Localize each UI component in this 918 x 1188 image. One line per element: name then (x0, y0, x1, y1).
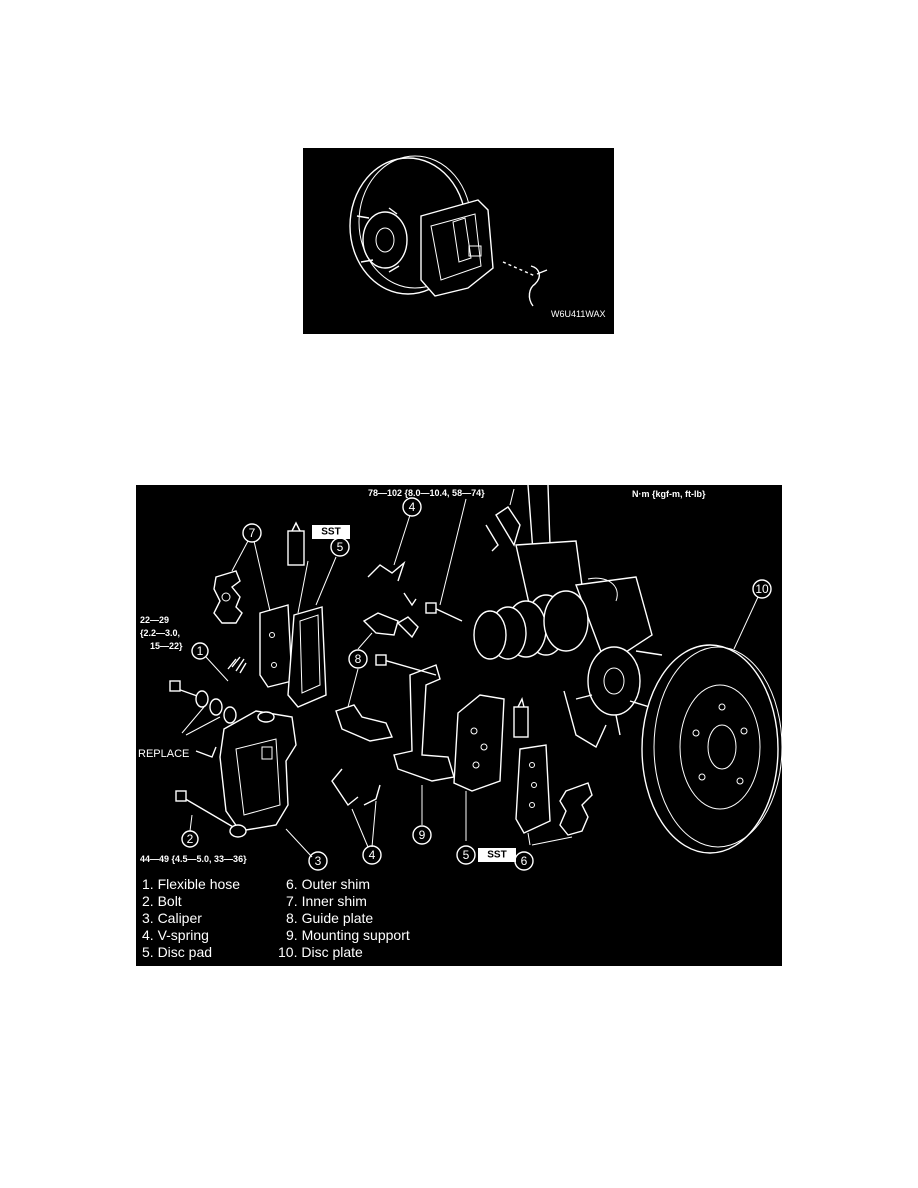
callout-6: 6 (520, 854, 528, 868)
caliper (220, 711, 296, 831)
callout-10: 10 (755, 582, 769, 596)
brake-caliper-illustration (303, 148, 614, 334)
torque-left-3: 15—22} (150, 641, 183, 651)
brake-caliper-figure (303, 148, 614, 334)
torque-label-top: 78—102 {8.0—10.4, 58—74} (368, 488, 485, 498)
replace-label: REPLACE (138, 748, 190, 760)
svg-text:SST: SST (321, 526, 341, 538)
figure-code: W6U411WAX (551, 309, 606, 319)
callout-5-top: 5 (336, 540, 344, 554)
torque-bottom: 44—49 {4.5—5.0, 33—36} (140, 854, 247, 864)
v-spring-top (368, 563, 404, 581)
strut-knuckle-assembly (426, 485, 662, 747)
callout-2: 2 (186, 832, 194, 846)
callout-9: 9 (418, 828, 426, 842)
legend-item: 3. Caliper (142, 910, 202, 926)
legend-item: 9. Mounting support (286, 927, 410, 943)
exploded-view-illustration (136, 485, 782, 966)
disc-pad-inner (288, 607, 326, 707)
torque-left-2: {2.2—3.0, (140, 628, 181, 638)
svg-text:SST: SST (487, 849, 507, 861)
callout-4-top: 4 (408, 500, 416, 514)
legend-item: 8. Guide plate (286, 910, 374, 926)
callout-1: 1 (196, 644, 204, 658)
flexible-hose-sketch (529, 266, 539, 306)
disc-plate (642, 645, 782, 853)
legend-item: 5. Disc pad (142, 944, 213, 960)
legend-item: 2. Bolt (142, 893, 182, 909)
legend-item: 6. Outer shim (286, 876, 371, 892)
units-note: N·m {kgf-m, ft-lb} (632, 489, 706, 499)
callout-8: 8 (354, 652, 362, 666)
inner-shim (214, 571, 242, 623)
legend-item: 4. V-spring (142, 927, 209, 943)
legend (142, 876, 410, 960)
torque-left-1: 22—29 (140, 615, 170, 625)
callout-7: 7 (248, 526, 256, 540)
washer-1 (196, 691, 208, 707)
grease-tube-top (288, 531, 304, 565)
hub (363, 212, 407, 268)
guide-plate-upper (364, 613, 398, 635)
flexible-hose (228, 657, 246, 673)
legend-item: 1. Flexible hose (142, 876, 241, 892)
callout-5-bottom: 5 (462, 848, 470, 862)
mounting-support (394, 665, 454, 781)
inner-shim-plate (260, 605, 292, 687)
grease-tube-bottom (514, 707, 528, 737)
callout-3: 3 (314, 854, 322, 868)
disc-pad-outer (454, 695, 504, 791)
front-brake-exploded-view (136, 485, 782, 966)
legend-item: 10. Disc plate (278, 944, 363, 960)
callout-4-bottom: 4 (368, 848, 376, 862)
legend-item: 7. Inner shim (286, 893, 367, 909)
washer-2 (210, 699, 222, 715)
v-spring-bottom (332, 769, 358, 805)
outer-shim-b (560, 783, 592, 835)
guide-plate-lower (336, 705, 392, 741)
outer-shim-a (516, 745, 550, 833)
